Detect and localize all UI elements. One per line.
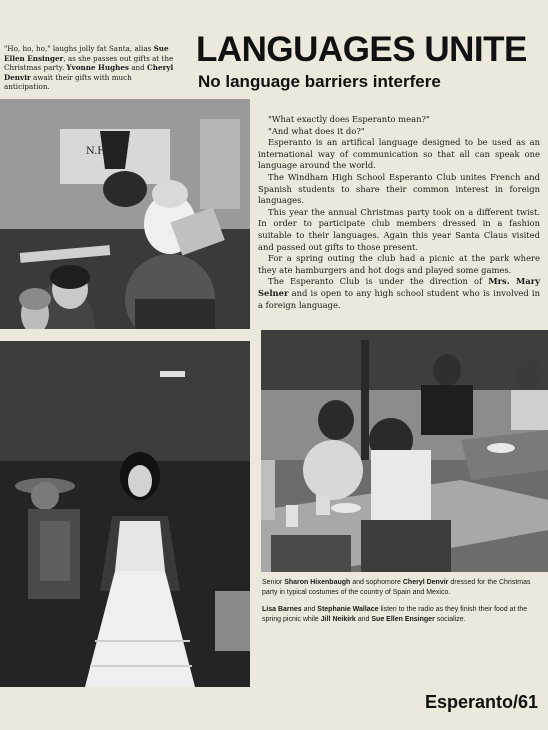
caption-text: socialize. — [436, 616, 466, 623]
page-subheadline: No language barriers interfere — [198, 72, 441, 91]
page-folio: Esperanto/61 — [424, 692, 538, 712]
caption-name: Cheryl Denvir — [4, 63, 174, 82]
caption-text: "Ho, ho, ho," laughs jolly fat Santa, alias — [4, 44, 152, 53]
caption-text: and — [303, 606, 316, 613]
spring-picnic-photo — [261, 330, 548, 572]
caption-name: Cheryl Denvir — [402, 579, 449, 586]
caption-name: Sue Ellen Ensinger — [371, 616, 435, 623]
caption-text: Senior — [262, 579, 283, 586]
article-body — [258, 114, 540, 311]
caption-text: and — [357, 616, 370, 623]
page-headline: LANGUAGES UNITE — [196, 30, 527, 69]
santa-christmas-party-photo — [0, 99, 250, 329]
picnic-caption — [262, 605, 540, 625]
caption-text: await their gifts with much anticipation. — [4, 72, 132, 92]
article-paragraph: "What exactly does Esperanto mean?" — [268, 114, 430, 124]
picnic-captions — [262, 578, 540, 632]
caption-text: , as she passes out gifts at the Christmas party. — [4, 53, 174, 73]
costume-party-photo — [0, 341, 250, 687]
caption-name: Stephanie Wallace — [317, 606, 379, 613]
caption-name: Jill Neikirk — [320, 616, 356, 623]
caption-text: and sophomore — [352, 579, 401, 586]
article-text: The Esperanto Club is under the direction of — [268, 276, 483, 287]
caption-text: listen to the radio as they finish their food at the spring picnic while — [262, 606, 528, 623]
santa-photo-caption — [4, 44, 174, 92]
article-paragraph: Esperanto is an artifical language designed to be used as an international way of communication so that all can speak one language around the world. — [258, 137, 540, 171]
caption-name: Yvonne Hughes — [66, 63, 129, 73]
caption-name: Sue Ellen Ensinger — [4, 44, 169, 63]
article-paragraph: This year the annual Christmas party took on a different twist. In order to participate club members dressed in a fashion suitable to their languages. Again this year Santa Claus visited and passed out gifts to those present. — [258, 206, 540, 252]
article-paragraph — [258, 276, 540, 311]
caption-name: Sharon Hixenbaugh — [284, 579, 351, 586]
caption-text: dressed for the Christmas party in typical costumes of the country of Spain and Mexico. — [262, 579, 531, 596]
article-text: and is open to any high school student who is involved in a foreign language. — [258, 287, 541, 310]
article-paragraph: The Windham High School Esperanto Club unites French and Spanish students to share their common interest in foreign languages. — [258, 171, 540, 206]
article-paragraph: "And what does it do?" — [268, 125, 365, 136]
caption-text: and — [131, 63, 145, 73]
article-paragraph: For a spring outing the club had a picnic at the park where they ate hamburgers and hot dogs and played some games. — [258, 253, 540, 275]
svg-text:N.H.S.: N.H.S. — [86, 146, 119, 157]
advisor-name: Mrs. Mary Selner — [258, 276, 540, 298]
caption-name: Lisa Barnes — [262, 606, 302, 613]
costume-caption — [262, 578, 540, 598]
